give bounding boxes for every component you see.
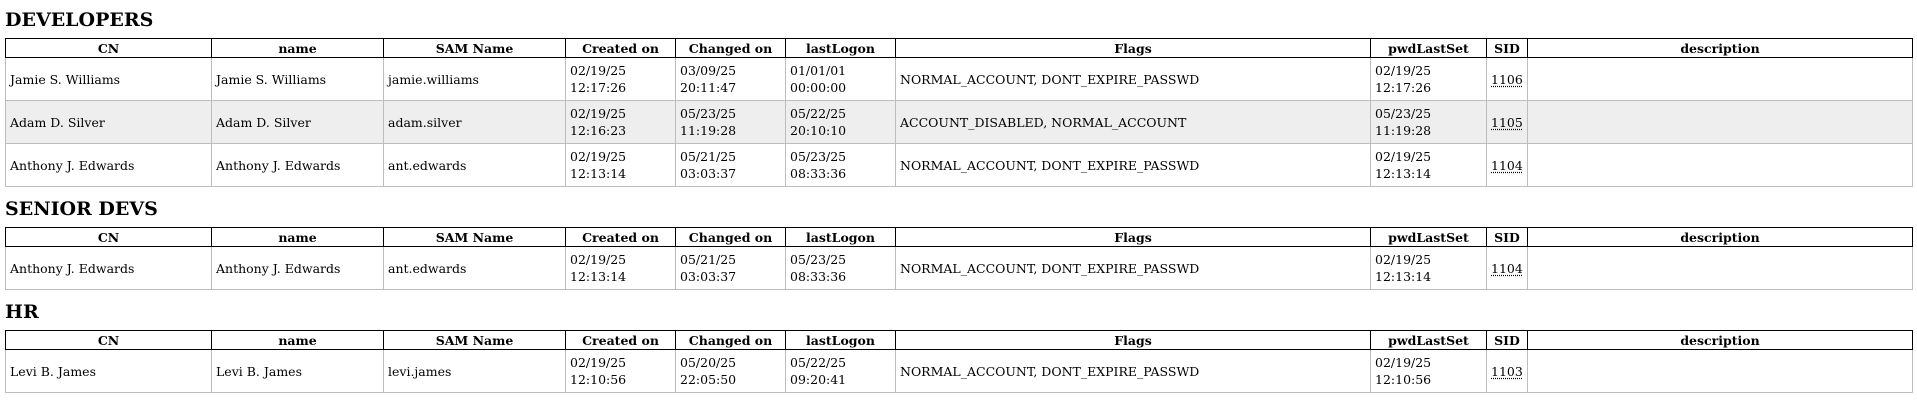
cell-sam-name: adam.silver [384, 101, 566, 144]
table-row[interactable] [6, 144, 1913, 187]
cell-last-logon-date: 05/23/25 [790, 149, 847, 164]
cell-created-on-date: 02/19/25 [570, 63, 627, 78]
cell-last-logon-time: 08:33:36 [790, 166, 847, 181]
cell-last-logon-date: 05/23/25 [790, 252, 847, 267]
cell-created-on [566, 101, 676, 144]
cell-name: Levi B. James [212, 350, 384, 393]
column-header[interactable]: SID [1487, 331, 1528, 350]
cell-created-on [566, 144, 676, 187]
cell-changed-on-date: 05/20/25 [680, 355, 737, 370]
cell-cn: Levi B. James [6, 350, 212, 393]
cell-last-logon [786, 350, 896, 393]
column-header[interactable]: pwdLastSet [1371, 331, 1487, 350]
cell-sid [1487, 58, 1528, 101]
cell-last-logon [786, 101, 896, 144]
cell-flags: NORMAL_ACCOUNT, DONT_EXPIRE_PASSWD [896, 144, 1371, 187]
cell-pwd-last-set-date: 05/23/25 [1375, 106, 1432, 121]
cell-cn: Jamie S. Williams [6, 58, 212, 101]
table-row[interactable] [6, 101, 1913, 144]
header-row [6, 39, 1913, 58]
cell-name: Anthony J. Edwards [212, 247, 384, 290]
column-header[interactable]: Created on [566, 228, 676, 247]
cell-sam-name: jamie.williams [384, 58, 566, 101]
cell-pwd-last-set-time: 12:17:26 [1375, 80, 1432, 95]
cell-created-on-date: 02/19/25 [570, 355, 627, 370]
cell-description [1528, 247, 1913, 290]
column-header[interactable]: Changed on [676, 228, 786, 247]
cell-name: Jamie S. Williams [212, 58, 384, 101]
cell-sam-name: ant.edwards [384, 144, 566, 187]
sid-value[interactable]: 1103 [1491, 363, 1523, 379]
cell-description [1528, 101, 1913, 144]
cell-created-on-date: 02/19/25 [570, 252, 627, 267]
table-row[interactable] [6, 58, 1913, 101]
cell-changed-on [676, 101, 786, 144]
column-header[interactable]: Changed on [676, 39, 786, 58]
cell-cn: Anthony J. Edwards [6, 144, 212, 187]
header-row [6, 228, 1913, 247]
column-header[interactable]: description [1528, 331, 1913, 350]
cell-last-logon [786, 58, 896, 101]
cell-pwd-last-set-date: 02/19/25 [1375, 149, 1432, 164]
column-header[interactable]: CN [6, 228, 212, 247]
cell-last-logon-time: 20:10:10 [790, 123, 847, 138]
group-table [5, 38, 1913, 187]
group-title: HR [5, 301, 39, 323]
cell-changed-on [676, 350, 786, 393]
cell-flags: NORMAL_ACCOUNT, DONT_EXPIRE_PASSWD [896, 58, 1371, 101]
cell-last-logon-time: 08:33:36 [790, 269, 847, 284]
cell-pwd-last-set [1371, 247, 1487, 290]
cell-description [1528, 350, 1913, 393]
cell-changed-on-date: 03/09/25 [680, 63, 737, 78]
cell-pwd-last-set [1371, 58, 1487, 101]
cell-changed-on-time: 20:11:47 [680, 80, 737, 95]
cell-pwd-last-set-time: 12:13:14 [1375, 269, 1432, 284]
column-header[interactable]: name [212, 39, 384, 58]
group-section [5, 8, 1912, 187]
cell-pwd-last-set-time: 12:13:14 [1375, 166, 1432, 181]
cell-last-logon [786, 144, 896, 187]
cell-description [1528, 144, 1913, 187]
column-header[interactable]: Created on [566, 331, 676, 350]
cell-sid [1487, 247, 1528, 290]
cell-created-on-time: 12:13:14 [570, 269, 627, 284]
cell-sid [1487, 144, 1528, 187]
cell-pwd-last-set-time: 12:10:56 [1375, 372, 1432, 387]
cell-created-on [566, 58, 676, 101]
column-header[interactable]: lastLogon [786, 228, 896, 247]
cell-flags: NORMAL_ACCOUNT, DONT_EXPIRE_PASSWD [896, 247, 1371, 290]
column-header[interactable]: Flags [896, 39, 1371, 58]
sid-value[interactable]: 1106 [1491, 71, 1523, 87]
cell-created-on [566, 350, 676, 393]
cell-created-on-time: 12:17:26 [570, 80, 627, 95]
cell-name: Anthony J. Edwards [212, 144, 384, 187]
column-header[interactable]: Flags [896, 228, 1371, 247]
header-row [6, 331, 1913, 350]
column-header[interactable]: SAM Name [384, 39, 566, 58]
cell-pwd-last-set [1371, 144, 1487, 187]
group-title: DEVELOPERS [5, 9, 154, 31]
cell-description [1528, 58, 1913, 101]
cell-created-on-date: 02/19/25 [570, 106, 627, 121]
cell-changed-on-time: 03:03:37 [680, 166, 737, 181]
cell-last-logon-date: 01/01/01 [790, 63, 847, 78]
cell-created-on-time: 12:16:23 [570, 123, 627, 138]
column-header[interactable]: name [212, 331, 384, 350]
column-header[interactable]: SAM Name [384, 228, 566, 247]
cell-last-logon-date: 05/22/25 [790, 355, 847, 370]
cell-pwd-last-set-date: 02/19/25 [1375, 252, 1432, 267]
cell-sam-name: levi.james [384, 350, 566, 393]
group-table [5, 227, 1913, 290]
cell-pwd-last-set [1371, 101, 1487, 144]
cell-changed-on-time: 03:03:37 [680, 269, 737, 284]
cell-created-on [566, 247, 676, 290]
table-row[interactable] [6, 247, 1913, 290]
cell-pwd-last-set-date: 02/19/25 [1375, 355, 1432, 370]
group-title: SENIOR DEVS [5, 198, 158, 220]
column-header[interactable]: description [1528, 228, 1913, 247]
cell-changed-on [676, 144, 786, 187]
sid-value[interactable]: 1104 [1491, 260, 1523, 276]
cell-last-logon-time: 00:00:00 [790, 80, 847, 95]
cell-created-on-time: 12:10:56 [570, 372, 627, 387]
cell-cn: Anthony J. Edwards [6, 247, 212, 290]
cell-last-logon-time: 09:20:41 [790, 372, 847, 387]
column-header[interactable]: description [1528, 39, 1913, 58]
cell-pwd-last-set-date: 02/19/25 [1375, 63, 1432, 78]
table-row[interactable] [6, 350, 1913, 393]
cell-created-on-date: 02/19/25 [570, 149, 627, 164]
cell-sam-name: ant.edwards [384, 247, 566, 290]
sid-value[interactable]: 1105 [1491, 114, 1523, 130]
column-header[interactable]: SID [1487, 39, 1528, 58]
cell-name: Adam D. Silver [212, 101, 384, 144]
cell-flags: NORMAL_ACCOUNT, DONT_EXPIRE_PASSWD [896, 350, 1371, 393]
group-section [5, 197, 1912, 290]
group-section [5, 300, 1912, 393]
cell-sid [1487, 350, 1528, 393]
column-header[interactable]: Flags [896, 331, 1371, 350]
column-header[interactable]: SAM Name [384, 331, 566, 350]
column-header[interactable]: pwdLastSet [1371, 39, 1487, 58]
cell-pwd-last-set [1371, 350, 1487, 393]
column-header[interactable]: Changed on [676, 331, 786, 350]
cell-pwd-last-set-time: 11:19:28 [1375, 123, 1432, 138]
cell-changed-on-date: 05/21/25 [680, 252, 737, 267]
cell-created-on-time: 12:13:14 [570, 166, 627, 181]
cell-last-logon-date: 05/22/25 [790, 106, 847, 121]
cell-changed-on [676, 58, 786, 101]
sid-value[interactable]: 1104 [1491, 157, 1523, 173]
column-header[interactable]: CN [6, 331, 212, 350]
column-header[interactable]: pwdLastSet [1371, 228, 1487, 247]
column-header[interactable]: lastLogon [786, 331, 896, 350]
cell-changed-on-time: 11:19:28 [680, 123, 737, 138]
cell-sid [1487, 101, 1528, 144]
cell-cn: Adam D. Silver [6, 101, 212, 144]
cell-changed-on-time: 22:05:50 [680, 372, 737, 387]
cell-changed-on-date: 05/23/25 [680, 106, 737, 121]
cell-changed-on-date: 05/21/25 [680, 149, 737, 164]
column-header[interactable]: CN [6, 39, 212, 58]
column-header[interactable]: Created on [566, 39, 676, 58]
column-header[interactable]: lastLogon [786, 39, 896, 58]
column-header[interactable]: SID [1487, 228, 1528, 247]
cell-changed-on [676, 247, 786, 290]
group-table [5, 330, 1913, 393]
cell-flags: ACCOUNT_DISABLED, NORMAL_ACCOUNT [896, 101, 1371, 144]
cell-last-logon [786, 247, 896, 290]
column-header[interactable]: name [212, 228, 384, 247]
